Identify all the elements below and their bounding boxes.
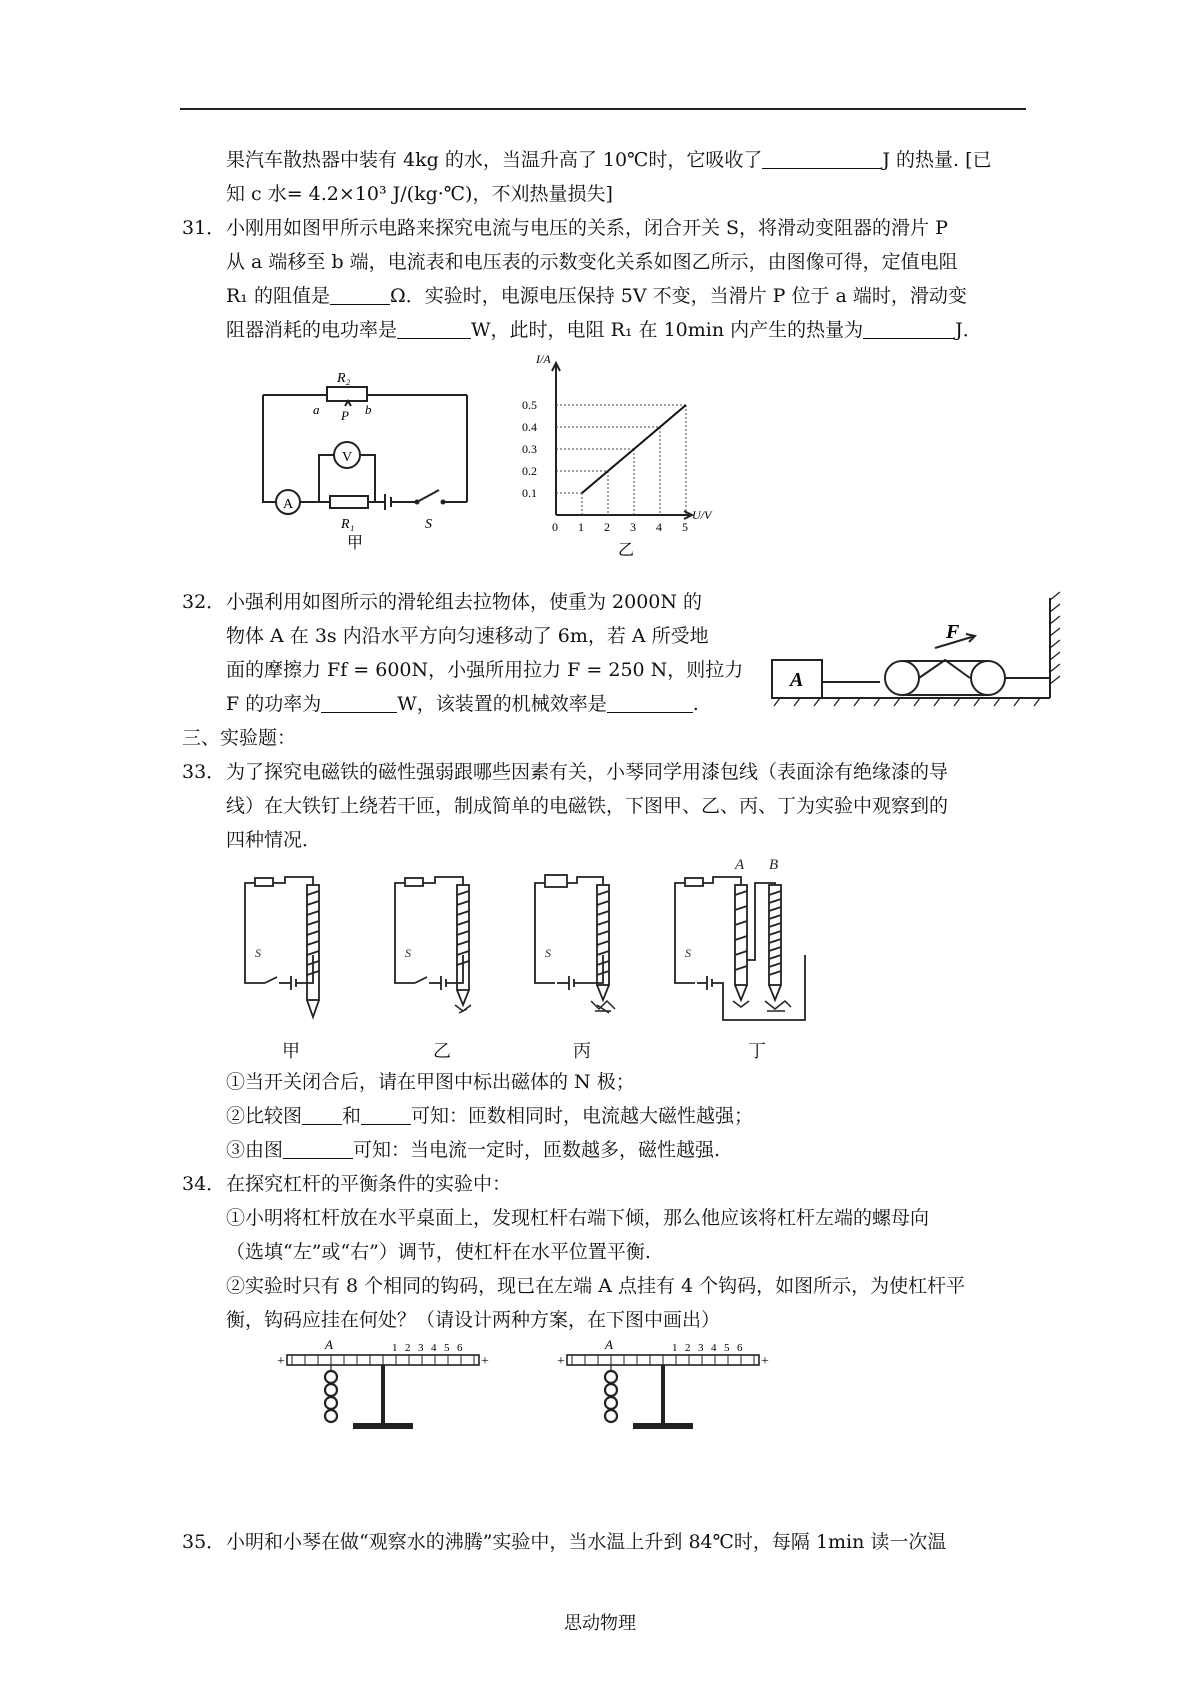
hook-weight xyxy=(605,1371,617,1383)
lever-mark-label: 6 xyxy=(457,1342,463,1354)
hook-weight xyxy=(325,1410,337,1422)
lever-base xyxy=(353,1423,413,1429)
lever-base xyxy=(633,1423,693,1429)
q32-line1: 小强利用如图所示的滑轮组去拉物体，使重为 2000N 的 xyxy=(226,591,703,613)
q33-sub2: ②比较图 和 可知：匝数相同时，电流越大磁性越强； xyxy=(226,1105,754,1127)
lever-mark-label: 4 xyxy=(431,1342,437,1354)
q32-line3: 面的摩擦力 Ff = 600N，小强所用拉力 F = 250 N，则拉力 xyxy=(226,659,744,681)
electromagnet-figures xyxy=(225,855,825,1030)
q32-line2: 物体 A 在 3s 内沿水平方向匀速移动了 6m，若 A 所受地 xyxy=(226,625,709,647)
lever-figure-1 xyxy=(275,1325,505,1435)
switch-s-label: S xyxy=(425,517,432,532)
point-a-label: A xyxy=(325,1337,333,1352)
y-tick-label: 0.1 xyxy=(522,486,537,500)
x-tick-label: 3 xyxy=(630,520,636,534)
lever-mark-label: 3 xyxy=(418,1342,424,1354)
y-tick-label: 0.2 xyxy=(522,464,537,478)
figure-caption-yi: 乙 xyxy=(618,542,635,559)
q34-sub1: ①小明将杠杆放在水平桌面上，发现杠杆右端下倾，那么他应该将杠杆左端的螺母向 xyxy=(226,1207,930,1229)
y-axis-label: I/A xyxy=(536,355,551,366)
q35-line1: 小明和小琴在做“观察水的沸腾”实验中，当水温上升到 84℃时，每隔 1min 读一次温 xyxy=(226,1531,947,1553)
x-tick-label: 1 xyxy=(578,520,584,534)
q32-number: 32． xyxy=(182,591,226,613)
hook-weight xyxy=(605,1410,617,1422)
q33-line3: 四种情况． xyxy=(226,829,322,851)
lever-mark-label: 5 xyxy=(444,1342,450,1354)
voltmeter-icon: V xyxy=(342,450,353,465)
y-tick-label: 0.4 xyxy=(522,420,537,434)
hook-weight xyxy=(325,1384,337,1396)
electromagnet-yi xyxy=(395,877,471,1013)
y-tick-label: 0.5 xyxy=(522,398,537,412)
electromagnet-ding xyxy=(675,877,805,1020)
ammeter-icon: A xyxy=(283,497,294,512)
nail-b-label: B xyxy=(769,857,779,873)
caption-yi: 乙 xyxy=(433,1041,451,1062)
iu-graph-yi xyxy=(520,355,740,575)
q30-line1: 果汽车散热器中装有 4kg 的水，当温升高了 10℃时，它吸收了 J 的热量. [已 xyxy=(226,149,992,171)
balance-nut-left: + xyxy=(557,1354,565,1369)
caption-jia: 甲 xyxy=(282,1041,300,1062)
section-title: 三、实验题： xyxy=(182,727,297,749)
lever-mark-label: 2 xyxy=(685,1342,691,1354)
switch-label-ding: S xyxy=(685,946,691,960)
switch-label-bing: S xyxy=(545,946,551,960)
balance-nut-left: + xyxy=(277,1354,285,1369)
lever-mark-label: 5 xyxy=(724,1342,730,1354)
x-axis-label: U/V xyxy=(692,508,712,522)
lever-mark-label: 3 xyxy=(698,1342,704,1354)
caption-ding: 丁 xyxy=(748,1041,766,1062)
y-tick-label: 0.3 xyxy=(522,442,537,456)
r1-label: R₁ xyxy=(341,517,355,532)
q30-line2: 知 c 水= 4.2×10³ J/(kg·℃)，不刈热量损失] xyxy=(226,183,613,205)
lever-mark-label: 4 xyxy=(711,1342,717,1354)
q34-line1: 在探究杠杆的平衡条件的实验中： xyxy=(226,1173,512,1195)
page-footer: 思动物理 xyxy=(564,1613,636,1634)
lever-mark-label: 2 xyxy=(405,1342,411,1354)
lever-mark-label: 6 xyxy=(737,1342,743,1354)
lever-mark-label: 1 xyxy=(392,1342,398,1354)
a-end-label: a xyxy=(313,402,320,417)
point-a-label: A xyxy=(605,1337,613,1352)
switch-label-yi: S xyxy=(405,946,411,960)
x-tick-label: 5 xyxy=(682,520,688,534)
hook-weight xyxy=(325,1371,337,1383)
q35-number: 35． xyxy=(182,1531,226,1553)
q33-sub3: ③由图 可知：当电流一定时，匝数越多，磁性越强. xyxy=(226,1139,721,1161)
figure-caption-jia: 甲 xyxy=(347,535,364,552)
q31-line2: 从 a 端移至 b 端，电流表和电压表的示数变化关系如图乙所示，由图像可得，定值电阻 xyxy=(226,251,958,273)
q34-sub2: ②实验时只有 8 个相同的钩码，现已在左端 A 点挂有 4 个钩码，如图所示，为使杠杆平 xyxy=(226,1275,966,1297)
q31-line4: 阻器消耗的电功率是 W，此时，电阻 R₁ 在 10min 内产生的热量为 J． xyxy=(226,319,982,341)
q34-sub2b: 衡，钩码应挂在何处？（请设计两种方案，在下图中画出） xyxy=(226,1309,721,1331)
slider-p-label: P xyxy=(341,408,349,423)
switch-label-jia: S xyxy=(255,946,261,960)
nail-a-label: A xyxy=(735,857,745,873)
q34-sub1b: （选填“左”或“右”）调节，使杠杆在水平位置平衡. xyxy=(226,1241,651,1263)
b-end-label: b xyxy=(365,402,372,417)
pulley-figure xyxy=(770,590,1070,710)
force-f-label: F xyxy=(946,621,960,643)
hook-weight xyxy=(605,1384,617,1396)
q31-line1: 小刚用如图甲所示电路来探究电流与电压的关系，闭合开关 S，将滑动变阻器的滑片 P xyxy=(226,217,948,239)
electromagnet-bing xyxy=(535,875,615,1013)
x-tick-label: 0 xyxy=(552,520,558,534)
x-tick-label: 4 xyxy=(656,520,662,534)
header-rule xyxy=(180,108,1026,110)
balance-nut-right: + xyxy=(761,1354,769,1369)
x-tick-label: 2 xyxy=(604,520,610,534)
lever-mark-label: 1 xyxy=(672,1342,678,1354)
lever-figure-2 xyxy=(555,1325,785,1435)
q32-line4: F 的功率为 W，该装置的机械效率是 . xyxy=(226,693,699,715)
balance-nut-right: + xyxy=(481,1354,489,1369)
q33-line2: 线）在大铁钉上绕若干匝，制成简单的电磁铁，下图甲、乙、丙、丁为实验中观察到的 xyxy=(226,795,949,817)
hook-weight xyxy=(605,1397,617,1409)
hook-weight xyxy=(325,1397,337,1409)
caption-bing: 丙 xyxy=(573,1041,591,1062)
q33-sub1: ①当开关闭合后，请在甲图中标出磁体的 N 极； xyxy=(226,1071,635,1093)
q33-line1: 为了探究电磁铁的磁性强弱跟哪些因素有关，小琴同学用漆包线（表面涂有绝缘漆的导 xyxy=(226,761,949,783)
circuit-diagram-jia xyxy=(255,370,480,570)
q34-number: 34． xyxy=(182,1173,226,1195)
q33-number: 33． xyxy=(182,761,226,783)
q31-number: 31． xyxy=(182,217,226,239)
r2-label: R₂ xyxy=(337,371,351,386)
block-a-label: A xyxy=(790,669,804,691)
q31-line3: R₁ 的阻值是 Ω．实验时，电源电压保持 5V 不变，当滑片 P 位于 a 端时，滑动变 xyxy=(226,285,967,307)
